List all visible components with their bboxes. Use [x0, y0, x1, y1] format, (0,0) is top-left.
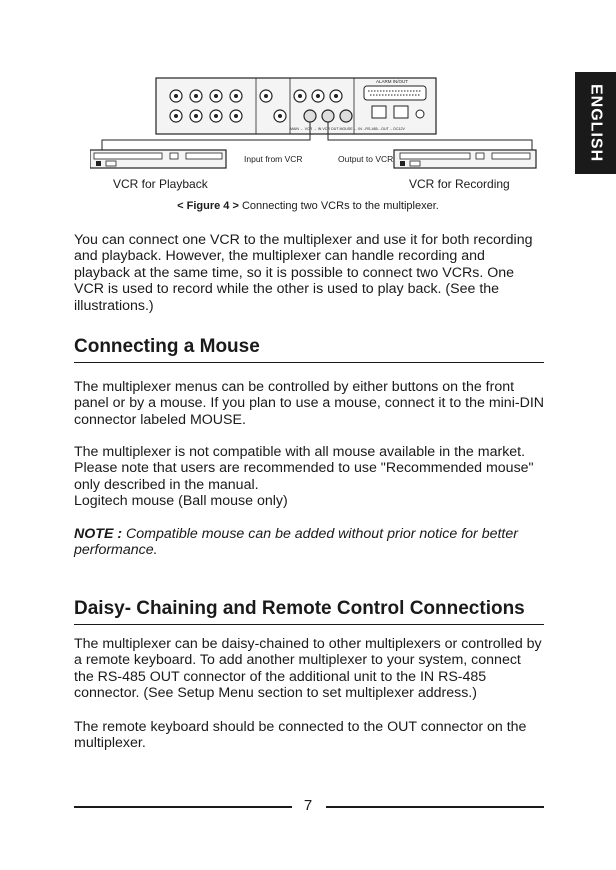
figure-caption-number: < Figure 4 >	[177, 200, 239, 212]
port-labels: MAIN ← VCR → IN VCR OUT MOUSE ← IN→RS-485←OUT→ DC12V	[290, 127, 405, 131]
language-tab	[575, 72, 616, 174]
page-number: 7	[303, 797, 313, 814]
note-label: NOTE :	[74, 526, 123, 542]
compatibility-note: The multiplexer is not compatible with all mouse available in the market. Please note that users are recommended to use "Recommended mouse" only described in the manual.	[74, 444, 534, 493]
mouse-section-heading: Connecting a Mouse	[74, 336, 544, 363]
note-paragraph	[74, 526, 544, 559]
recommended-mouse: Logitech mouse (Ball mouse only)	[74, 493, 288, 510]
footer-rule-right	[326, 806, 544, 808]
footer-rule-left	[74, 806, 292, 808]
daisy-section-heading: Daisy- Chaining and Remote Control Connections	[74, 598, 544, 625]
figure-caption	[0, 200, 616, 212]
daisy-paragraph-2: The remote keyboard should be connected to the OUT connector on the multiplexer.	[74, 719, 527, 752]
playback-vcr	[90, 150, 226, 168]
language-tab-label: ENGLISH	[587, 83, 605, 163]
output-to-vcr-label: Output to VCR	[338, 154, 394, 164]
figure-caption-text: Connecting two VCRs to the multiplexer.	[238, 200, 439, 212]
recording-vcr-label: VCR for Recording	[409, 177, 510, 191]
intro-paragraph: You can connect one VCR to the multiplexer and use it for both recording and playback. However, the multiplexer can handle recording and playback at the same time, so it is possible to connect two VCRs. One VCR is used to record while the other is used to play back. (See the illustrations.)	[74, 232, 533, 314]
recording-vcr	[394, 150, 536, 168]
note-text: Compatible mouse can be added without prior notice for better performance.	[74, 526, 518, 559]
input-from-vcr-label: Input from VCR	[244, 154, 303, 164]
mouse-paragraph-2	[74, 444, 544, 510]
alarm-label: ALARM IN/OUT	[376, 79, 409, 84]
daisy-paragraph-1: The multiplexer can be daisy-chained to other multiplexers or controlled by a remote keyboard. To add another multiplexer to your system, connect the RS-485 OUT connector of the additional unit to the IN RS-485 connector. (See Setup Menu section to set multiplexer address.)	[74, 636, 542, 702]
multiplexer-rear-panel	[156, 78, 436, 134]
mouse-paragraph-1: The multiplexer menus can be controlled by either buttons on the front panel or by a mouse. If you plan to use a mouse, connect it to the mini-DIN connector labeled MOUSE.	[74, 379, 545, 428]
playback-vcr-label: VCR for Playback	[113, 177, 208, 191]
